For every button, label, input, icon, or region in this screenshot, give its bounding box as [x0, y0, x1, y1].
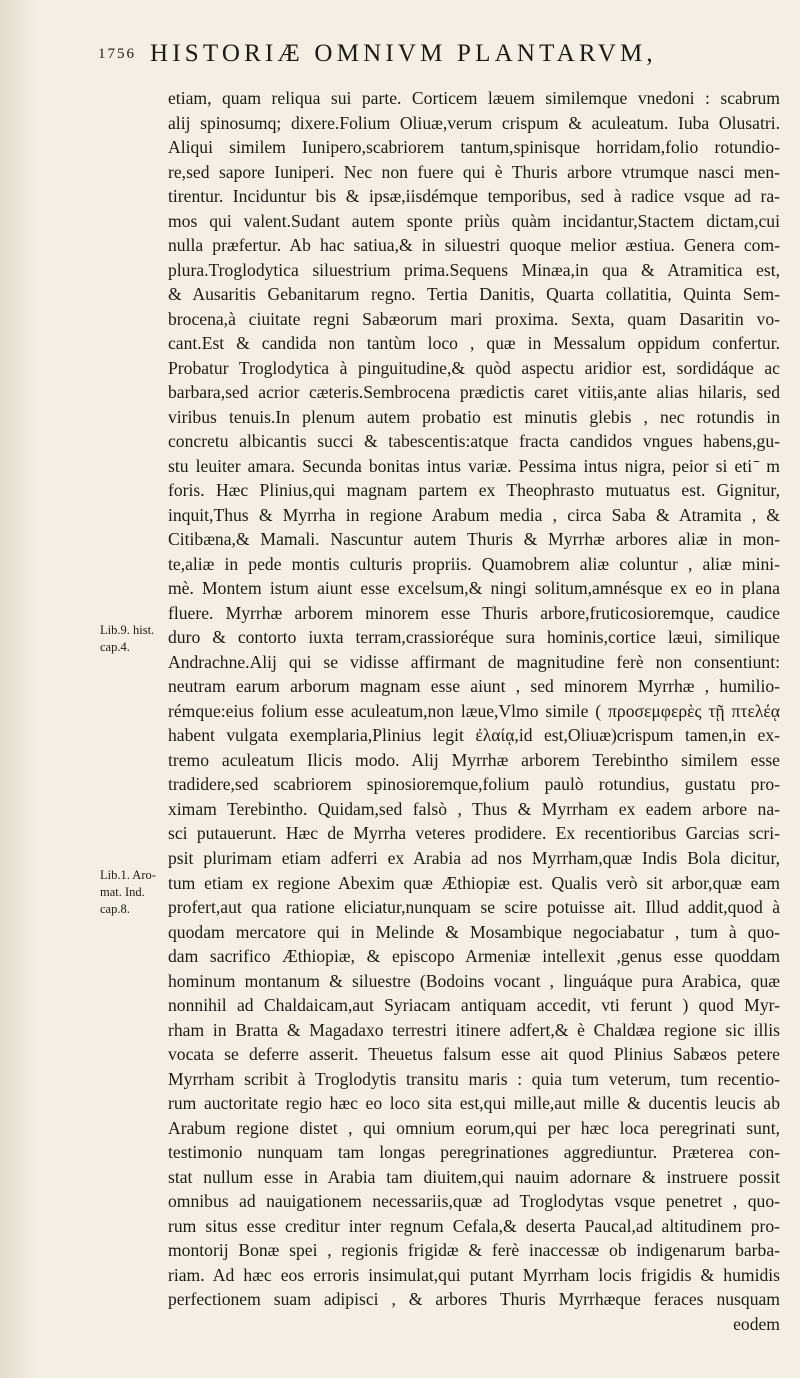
body-line: profert,aut qua ratione eliciatur,nunquam se scire potuisse ait. Illud addit,quod à [168, 897, 780, 918]
body-line: inquit,Thus & Myrrha in regione Arabum media , circa Saba & Atramita , & [168, 504, 780, 525]
body-line: montorij Bonæ spei , regionis frigidæ & ferè inaccessæ ob indigenarum barba- [168, 1240, 780, 1261]
body-line: tradidere,sed scabriorem spinosioremque,folium paulò rotundius, gustatu pro- [168, 774, 780, 795]
margin-note-line: mat. Ind. [100, 885, 145, 899]
body-line: rémque:eius folium esse aculeatum,non læue,Vlmo simile ( προσεμφερὲς τῇ πτελέᾳ [168, 700, 780, 721]
body-line: eodem [733, 1313, 780, 1334]
body-line: vocata se deferre asserit. Theuetus falsum esse ait quod Plinius Sabæos petere [168, 1044, 780, 1065]
body-line: hominum montanum & siluestre (Bodoins vocant , linguáque pura Arabica, quæ [168, 970, 780, 991]
body-line: cant.Est & candida non tantùm loco , quæ in Messalum oppidum confertur. [168, 333, 780, 354]
body-line: Aliqui similem Iunipero,scabriorem tantum,spinisque horridam,folio rotundio- [168, 137, 780, 158]
body-line: tum etiam ex regione Abexim quæ Æthiopiæ est. Qualis verò sit arbor,quæ eam [168, 872, 780, 893]
body-line: plura.Troglodytica siluestrium prima.Sequens Minæa,in qua & Atramitica est, [168, 259, 780, 280]
body-line: etiam, quam reliqua sui parte. Corticem læuem similemque vnedoni : scabrum [168, 88, 780, 108]
margin-note-line: Lib.9. hist. [100, 623, 155, 637]
body-line: sci putauerunt. Hæc de Myrrha veteres prodidere. Ex recentioribus Garcias scri- [168, 823, 780, 844]
body-line: re,sed sapore Iuniperi. Nec non fuere qui è Thuris arbore vtrumque nasci men- [168, 161, 780, 182]
body-line: ximam Terebintho. Quidam,sed falsò , Thus & Myrrham ex eadem arbore na- [168, 798, 780, 819]
body-line: rum situs esse creditur inter regnum Cefala,& deserta Paucal,ad altitudinem pro- [168, 1215, 780, 1236]
body-text [168, 86, 780, 1336]
body-line: omnibus ad nauigationem necessariis,quæ ad Troglodytas vsque penetret , quo- [168, 1191, 780, 1212]
margin-note-line: Lib.1. Aro- [100, 868, 156, 882]
running-head [98, 40, 788, 72]
body-line: stat nullum esse in Arabia tam diuitem,qui nauim adornare & instruere possit [168, 1166, 780, 1187]
body-line: rham in Bratta & Magadaxo terrestri itinere adfert,& è Chaldæa regione sic illis [168, 1019, 780, 1040]
body-line: Probatur Troglodytica à pinguitudine,& quòd aspectu aridior est, sordidáque ac [168, 357, 780, 378]
margin-note-lib9 [100, 622, 164, 656]
body-line: perfectionem suam adipisci , & arbores Thuris Myrrhæque feraces nusquam [168, 1289, 780, 1310]
body-line: Arabum regione distet , qui omnium eorum,qui per hæc loca peregrinati sunt, [168, 1117, 780, 1138]
body-line: te,aliæ in pede montis culturis propriis. Quamobrem aliæ coluntur , aliæ mini- [168, 553, 780, 574]
body-line: Myrrham scribit à Troglodytis transitu maris : quia tum veterum, tum recentio- [168, 1068, 780, 1089]
body-line: tremo aculeatum Ilicis modo. Alij Myrrhæ arborem Terebintho similem esse [168, 749, 780, 770]
body-line: testimonio nunquam tam longas peregrinationes aggrediuntur. Præterea con- [168, 1142, 780, 1163]
body-line: concretu albicantis succi & tabescentis:atque fracta candidos vngues habens,gu- [168, 431, 780, 452]
margin-note-line: cap.8. [100, 902, 130, 916]
page-gutter-shadow [0, 0, 38, 1378]
body-line: Citibæna,& Mamali. Nascuntur autem Thuris & Myrrhæ arbores aliæ in mon- [168, 529, 780, 550]
page-number: 1756 [98, 46, 136, 62]
body-line: fluere. Myrrhæ arborem minorem esse Thuris arbore,fruticosioremque, caudice [168, 602, 780, 623]
body-line: nulla præfertur. Ab hac satiua,& in siluestri quoque melior æstiua. Genera com- [168, 235, 780, 256]
body-line: psit plurimam etiam adferri ex Arabia ad nos Myrrham,quæ Indis Bola dicitur, [168, 847, 780, 868]
body-line: barbara,sed acrior cæteris.Sembrocena prædictis caret vitiis,ante alias hilaris, sed [168, 382, 780, 403]
running-title: HISTORIÆ OMNIVM PLANTARVM, [150, 40, 657, 67]
body-line: rum auctoritate regio hæc eo loco sita est,qui mille,aut mille & ducentis leucis ab [168, 1093, 780, 1114]
body-line: mos qui valent.Sudant autem sponte priùs quàm incidantur,Stactem dictam,cui [168, 210, 780, 231]
body-line: riam. Ad hæc eos erroris insimulat,qui putant Myrrham locis frigidis & humidis [168, 1264, 780, 1285]
body-line: alij spinosumq; dixere.Folium Oliuæ,verum crispum & aculeatum. Iuba Olusatri. [168, 112, 780, 133]
body-line: Andrachne.Alij qui se vidisse affirmant de magnitudine ferè non consentiunt: [168, 651, 780, 672]
body-line: stu leuiter amara. Secunda bonitas intus variæ. Pessima intus nigra, peior si eti ̄ m [168, 455, 780, 476]
body-line: & Ausaritis Gebanitarum regno. Tertia Danitis, Quarta collatitia, Quinta Sem- [168, 284, 780, 305]
body-line: duro & contorto iuxta terram,crassioréque sura hominis,cortice læui, similique [168, 627, 780, 648]
body-line: tirentur. Inciduntur bis & ipsæ,iisdémque temporibus, sed à radice vsque ad ra- [168, 186, 780, 207]
margin-note-line: cap.4. [100, 640, 130, 654]
body-line: foris. Hæc Plinius,qui magnam partem ex Theophrasto mutuatus est. Gignitur, [168, 480, 780, 501]
body-line: dam sacrifico Æthiopiæ, & episcopo Armeniæ intellexit ,genus esse quoddam [168, 946, 780, 967]
body-line: nonnihil ad Chaldaicam,aut Syriacam antiquam accedit, vti ferunt ) quod Myr- [168, 995, 780, 1016]
body-line: neutram earum arborum magnam esse aiunt , sed minorem Myrrhæ , humilio- [168, 676, 780, 697]
body-line: viribus tenuis.In plenum autem probatio est minutis glebis , nec rotundis in [168, 406, 780, 427]
body-line: habent vulgata exemplaria,Plinius legit ἐλαίᾳ,id est,Oliuæ)crispum tamen,in ex- [168, 725, 780, 746]
body-line: quodam mercatore qui in Melinde & Mosambique negociabatur , tum à quo- [168, 921, 780, 942]
body-line: mè. Montem istum aiunt esse excelsum,& ningi solitum,amnésque ex eo in plana [168, 578, 780, 599]
body-line: brocena,à ciuitate regni Sabæorum mari proxima. Sexta, quam Dasaritin vo- [168, 308, 780, 329]
margin-note-lib1 [100, 867, 164, 918]
